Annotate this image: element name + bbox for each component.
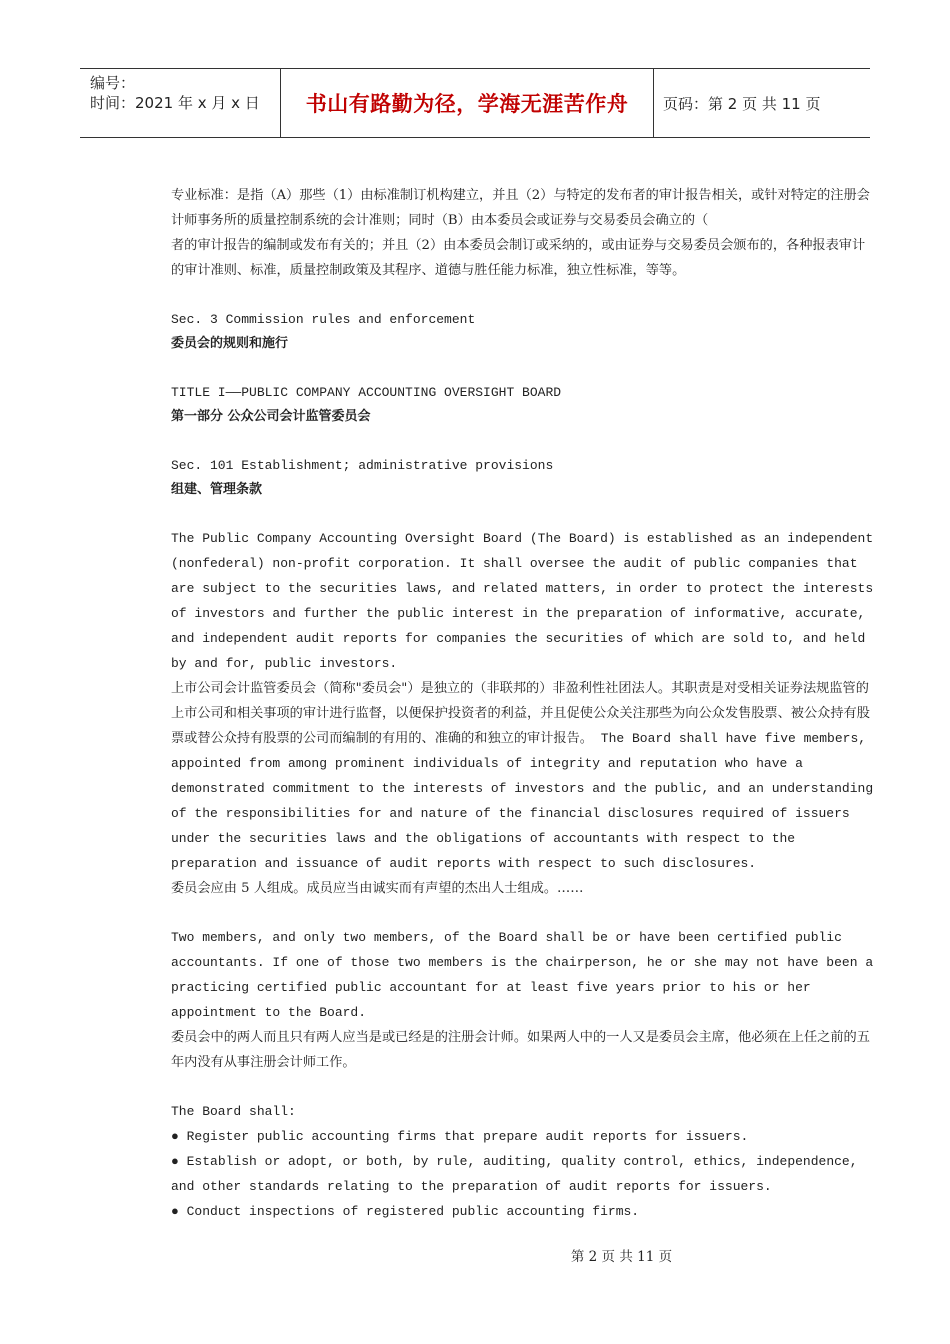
paragraph-cpa-members-en: Two members, and only two members, of the Board shall be or have been certified public accountants. If one of those two members is the chairperson, he or she may not have been a practicing certified public accountant for at least five years prior to his or her appointment to the Board. [171,930,874,1020]
header-page-number: 页码：第 2 页 共 11 页 [663,94,821,113]
paragraph-board-members-cn: 委员会应由 5 人组成。成员应当由诚实而有声望的杰出人士组成。…… [171,881,584,896]
paragraph-board-established-cn: 上市公司会计监管委员会（简称"委员会"）是独立的（非联邦的）非盈利性社团法人。其职责是对受相关证券法规监管的上市公司和相关事项的审计进行监督，以便保护投资者的利益，并且促使公众关注那些为向公众发售股票、被公众持有股票或替公众持有股票的公司而编制的有用的、准确的和独立的审计报告。 The Board shall have five members, appointed from among prominent individuals of integrity and reputation who have a demonstrated commitment to the interests of investors and the public, and an understanding of the responsibilities for and nature of the financial disclosures required of issuers under the securities laws and the obligations of accountants with respect to the preparation and issuance of audit reports with respect to such disclosures. [171,681,874,871]
list-item: ● Conduct inspections of registered public accounting firms. [171,1204,640,1219]
section-3-heading-en: Sec. 3 Commission rules and enforcement [171,312,476,327]
section-3-heading-cn: 委员会的规则和施行 [171,336,289,351]
bullet-icon: ● [171,1154,179,1169]
title-1-heading-en: TITLE I——PUBLIC COMPANY ACCOUNTING OVERSIGHT BOARD [171,385,562,400]
list-item: ● Register public accounting firms that prepare audit reports for issuers. [171,1129,749,1144]
bullet-icon: ● [171,1204,179,1219]
header-meta [80,69,281,137]
document-number: 编号： [90,74,136,92]
document-body [171,183,877,1224]
header-motto: 书山有路勤为径，学海无涯苦作舟 [281,69,654,137]
list-item: ● Establish or adopt, or both, by rule, auditing, quality control, ethics, independence, and other standards relating to the preparation of audit reports for issuers. [171,1154,858,1194]
paragraph-cpa-members-cn: 委员会中的两人而且只有两人应当是或已经是的注册会计师。如果两人中的一人又是委员会主席，他必须在上任之前的五年内没有从事注册会计师工作。 [171,1030,870,1070]
bullet-icon: ● [171,1129,179,1144]
paragraph-board-members-en: The Board shall have five members, appointed from among prominent individuals of integrity and reputation who have a demonstrated commitment to the interests of investors and the public, and an understanding of the responsibilities for and nature of the financial disclosures required of issuers under the securities laws and the obligations of accountants with respect to the preparation and issuance of audit reports with respect to such disclosures. [171,731,874,871]
section-101-heading-en: Sec. 101 Establishment; administrative provisions [171,458,554,473]
document-date: 时间：2021 年 x 月 x 日 [90,94,260,112]
board-duties-intro: The Board shall: [171,1104,296,1119]
page-footer: 第 2 页 共 11 页 [570,1249,673,1265]
title-1-heading-cn: 第一部分 公众公司会计监管委员会 [171,409,371,424]
paragraph-professional-standards: 专业标准：是指（A）那些（1）由标准制订机构建立，并且（2）与特定的发布者的审计报告相关，或针对特定的注册会计师事务所的质量控制系统的会计准则；同时（B）由本委员会或证券与交易委员会确立的（ 者的审计报告的编制或发布有关的；并且（2）由本委员会制订或采纳的，或由证券与交易委员会颁布的，各种报表审计的审计准则、标准，质量控制政策及其程序、道德与胜任能力标准，独立性标准，等等。 [171,188,870,278]
paragraph-board-established-en: The Public Company Accounting Oversight Board (The Board) is established as an independent (nonfederal) non-profit corporation. It shall oversee the audit of public companies that are subject to the securities laws, and related matters, in order to protect the interests of investors and further the public interest in the preparation of informative, accurate, and independent audit reports for companies the securities of which are sold to, and held by and for, public investors. [171,531,874,671]
page-header [80,68,870,138]
section-101-heading-cn: 组建、管理条款 [171,482,263,497]
